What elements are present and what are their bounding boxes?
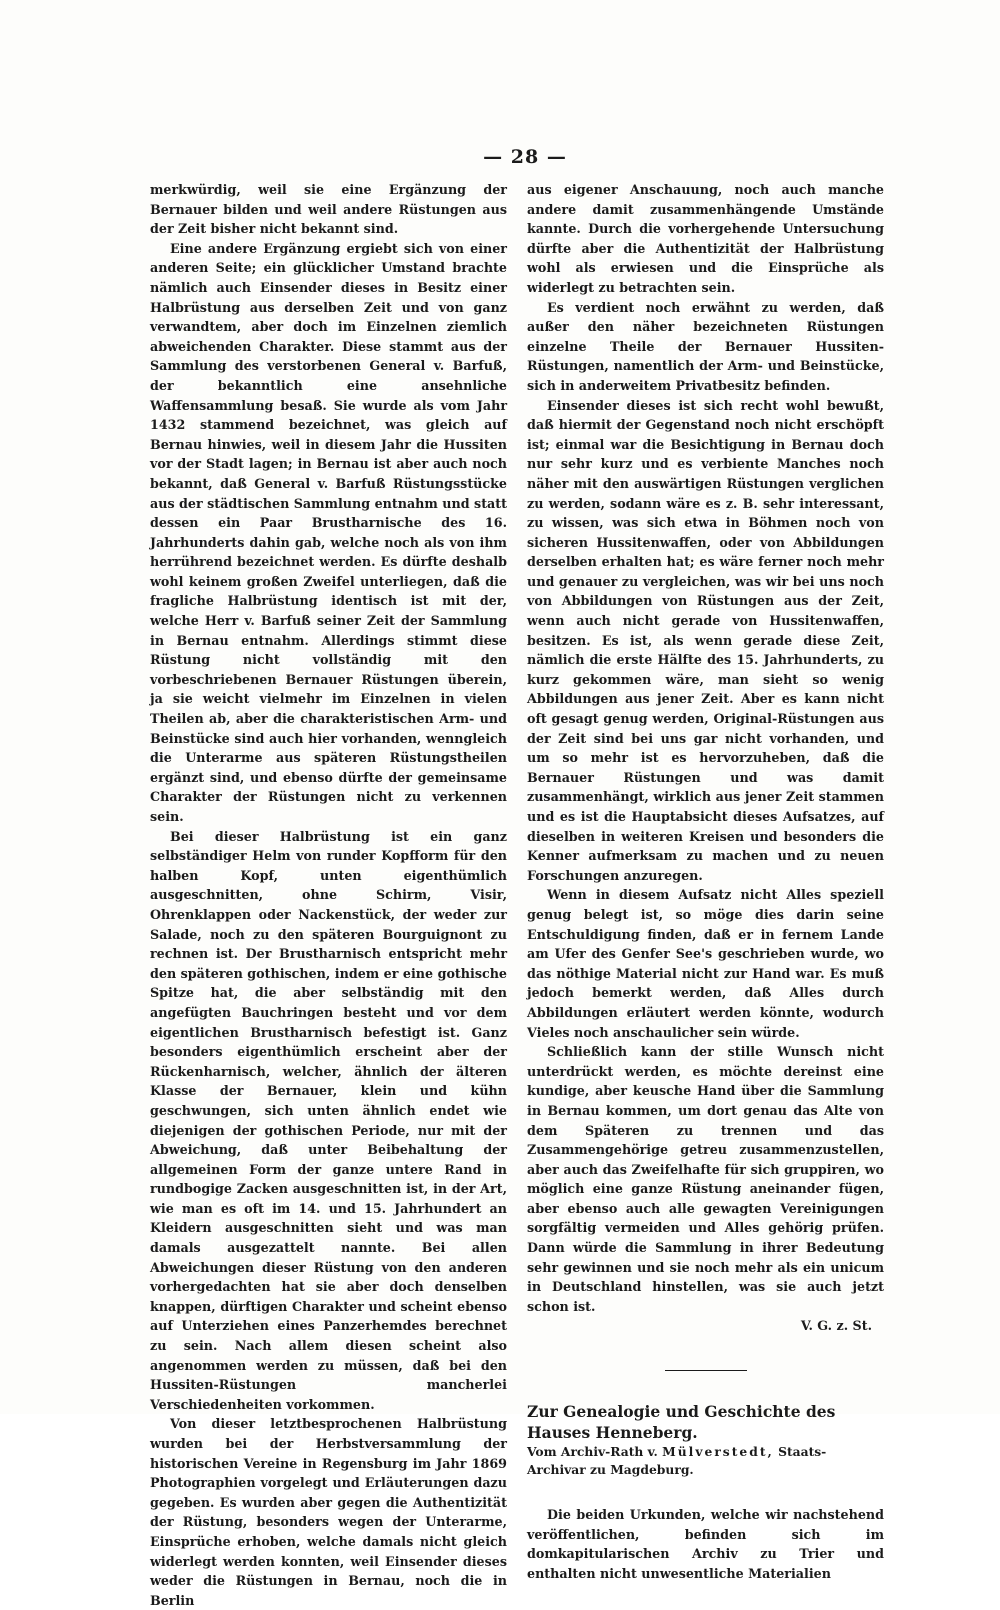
paragraph: Es verdient noch erwähnt zu werden, daß außer den näher bezeichneten Rüstungen einzelne Theile der Bernauer Hussiten-Rüstungen, namentlich der Arm- und Beinstücke, sich in anderweitem Privatbesitz befinden. <box>527 299 884 393</box>
article-byline <box>527 1443 884 1479</box>
paragraph: Schließlich kann der stille Wunsch nicht unterdrückt werden, es möchte dereinst eine kundige, aber keusche Hand über die Sammlung in Bernau kommen, um dort genau das Alte von dem Späteren zu trennen und das Zusammengehörige getreu zusammenzustellen, aber auch das Zweifelhafte für sich gruppiren, wo möglich eine ganze Rüstung aneinander fügen, aber ebenso auch alle gewagten Vereinigungen sorgfältig vermeiden und Alles gehörig prüfen. Dann würde die Sammlung in ihrer Bedeutung sehr gewinnen und sie noch mehr als ein unicum in Deutschland hinstellen, was sie auch jetzt schon ist. <box>527 1044 884 1314</box>
page-number: — 28 — <box>483 146 567 168</box>
byline-author-name: Mülverstedt, <box>662 1444 774 1460</box>
left-column <box>150 180 507 1610</box>
article-title: Zur Genealogie und Geschichte des Hauses Henneberg. <box>527 1402 836 1443</box>
paragraph: Von dieser letztbesprochenen Halbrüstung wurden bei der Herbstversammlung der historischen Vereine in Regensburg im Jahr 1869 Photographien vorgelegt und Erläuterungen dazu gegeben. Es wurden aber gegen die Authentizität der Rüstung, besonders wegen der Unterarme, Einsprüche erhoben, welche damals nicht gleich widerlegt werden konnten, weil Einsender dieses weder die Rüstungen in Bernau, noch die in Berlin <box>150 1416 507 1608</box>
byline-prefix: Vom Archiv-Rath v. <box>527 1444 658 1460</box>
paragraph-continued: aus eigener Anschauung, noch auch manche andere damit zusammenhängende Umstände kannte. Durch die vorhergehende Untersuchung dürfte aber die Authentizität der Halbrüstung wohl als erwiesen und die Einsprüche als widerlegt zu betrachten sein. <box>527 182 884 295</box>
paragraph: Eine andere Ergänzung ergiebt sich von einer anderen Seite; ein glücklicher Umstand brachte nämlich auch Einsender dieses in Besitz einer Halbrüstung aus derselben Zeit und von ganz verwandtem, aber doch im Einzelnen ziemlich abweichenden Charakter. Diese stammt aus der Sammlung des verstorbenen General v. Barfuß, der bekanntlich eine ansehnliche Waffensammlung besaß. Sie wurde als vom Jahr 1432 stammend bezeichnet, was gleich auf Bernau hinwies, weil in diesem Jahr die Hussiten vor der Stadt lagen; in Bernau ist aber auch noch bekannt, daß General v. Barfuß Rüstungsstücke aus der städtischen Sammlung entnahm und statt dessen ein Paar Brustharnische des 16. Jahrhunderts dahin gab, welche noch als von ihm herrührend bezeichnet werden. Es dürfte deshalb wohl keinem großen Zweifel unterliegen, daß die fragliche Halbrüstung identisch ist mit der, welche Herr v. Barfuß seiner Zeit der Sammlung in Bernau entnahm. Allerdings stimmt diese Rüstung nicht vollständig mit den vorbeschriebenen Bernauer Rüstungen überein, ja sie weicht vielmehr im Einzelnen in vielen Theilen ab, aber die charakteristischen Arm- und Beinstücke sind auch hier vorhanden, wenngleich die Unterarme aus späteren Rüstungstheilen ergänzt sind, und ebenso dürfte der gemeinsame Charakter der Rüstungen nicht zu verkennen sein. <box>150 240 507 824</box>
paragraph-continued: merkwürdig, weil sie eine Ergänzung der Bernauer bilden und weil andere Rüstungen aus der Zeit bisher nicht bekannt sind. <box>150 182 507 237</box>
section-divider <box>665 1370 747 1371</box>
author-signature: V. G. z. St. <box>800 1318 872 1334</box>
right-column <box>527 180 884 1583</box>
article-first-paragraph: Die beiden Urkunden, welche wir nachstehend veröffentlichen, befinden sich im domkapitularischen Archiv zu Trier und enthalten nicht unwesentliche Materialien <box>527 1507 884 1581</box>
paragraph: Einsender dieses ist sich recht wohl bewußt, daß hiermit der Gegenstand noch nicht erschöpft ist; einmal war die Besichtigung in Bernau doch nur sehr kurz und es verbiente Manches noch näher mit den auswärtigen Rüstungen verglichen zu werden, sodann wäre es z. B. sehr interessant, zu wissen, was sich etwa in Böhmen noch von sicheren Hussitenwaffen, oder von Abbildungen derselben erhalten hat; es wäre ferner noch mehr und genauer zu vergleichen, was wir bei uns noch von Abbildungen von Rüstungen aus der Zeit, wenn auch nicht gerade von Hussitenwaffen, besitzen. Es ist, als wenn gerade diese Zeit, nämlich die erste Hälfte des 15. Jahrhunderts, zu kurz gekommen wäre, man sieht so wenig Abbildungen aus jener Zeit. Aber es kann nicht oft gesagt genug werden, Original-Rüstungen aus der Zeit sind bei uns gar nicht vorhanden, und um so mehr ist es hervorzuheben, daß die Bernauer Rüstungen und was damit zusammenhängt, wirklich aus jener Zeit stammen und es ist die Hauptabsicht dieses Aufsatzes, auf dieselben in weiteren Kreisen und besonders die Kenner aufmerksam zu machen und zu neuen Forschungen anzuregen. <box>527 397 884 883</box>
byline-suffix: Staats-Archivar zu Magdeburg. <box>527 1444 827 1478</box>
paragraph: Bei dieser Halbrüstung ist ein ganz selbständiger Helm von runder Kopfform für den halben Kopf, unten eigenthümlich ausgeschnitten, ohne Schirm, Visir, Ohrenklappen oder Nackenstück, der weder zur Salade, noch zu den späteren Bourguignont zu rechnen ist. Der Brustharnisch entspricht mehr den späteren gothischen, indem er eine gothische Spitze hat, die aber selbständig mit den angefügten Bauchringen besteht und vor dem eigentlichen Brustharnisch befestigt ist. Ganz besonders eigenthümlich erscheint aber der Rückenharnisch, welcher, ähnlich der älteren Klasse der Bernauer, klein und kühn geschwungen, sich unten ähnlich endet wie diejenigen der gothischen Periode, nur mit der Abweichung, daß unter Beibehaltung der allgemeinen Form der ganze untere Rand in rundbogige Zacken ausgeschnitten ist, in der Art, wie man es oft im 14. und 15. Jahrhundert an Kleidern ausgeschnitten sieht und was man damals ausgezattelt nannte. Bei allen Abweichungen dieser Rüstung von den anderen vorhergedachten hat sie aber doch denselben knappen, dürftigen Charakter und scheint ebenso auf Unterziehen eines Panzerhemdes berechnet zu sein. Nach allem diesen scheint also angenommen werden zu müssen, daß bei den Hussiten-Rüstungen mancherlei Verschiedenheiten vorkommen. <box>150 828 507 1412</box>
paragraph: Wenn in diesem Aufsatz nicht Alles speziell genug belegt ist, so möge dies darin seine Entschuldigung finden, daß er in fernem Lande am Ufer des Genfer See's geschrieben wurde, wo das nöthige Material nicht zur Hand war. Es muß jedoch bemerkt werden, daß Alles durch Abbildungen erläutert werden könnte, wodurch Vieles noch anschaulicher sein würde. <box>527 887 884 1040</box>
